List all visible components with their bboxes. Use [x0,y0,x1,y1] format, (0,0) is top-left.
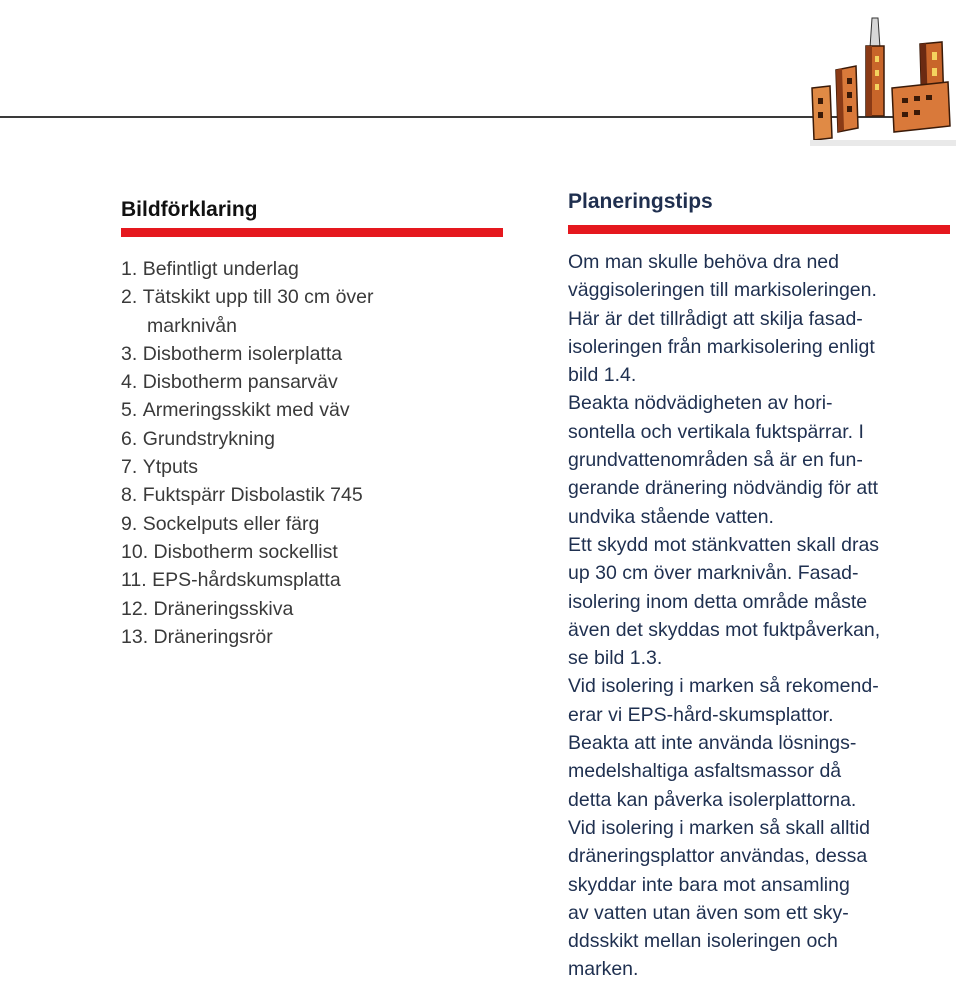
tips-section [568,188,952,984]
tips-line: Beakta nödvädigheten av hori- [568,392,833,415]
legend-item-number: 10. [121,540,154,563]
tips-line: skyddar inte bara mot ansamling [568,873,850,896]
legend-item-text: Ytputs [142,456,198,479]
tips-accent-bar [568,225,950,234]
legend-accent-bar [121,228,503,237]
legend-item [121,453,503,481]
legend-item-number: 4. [121,371,143,394]
legend-item [121,396,503,424]
legend-item-text: Fuktspärr Disbolastik 745 [142,484,363,507]
tips-line: grundvattenområden så är en fun- [568,449,863,472]
tips-line: medelshaltiga asfaltsmassor då [568,760,842,783]
legend-item-text: Tätskikt upp till 30 cm över [142,286,374,309]
header-rule [0,116,912,118]
legend-item-number: 2. [121,286,143,309]
legend-item-number: 11. [121,569,153,592]
tips-line: av vatten utan även som ett sky- [568,901,849,924]
legend-item [121,566,503,594]
legend-item-text: Disbotherm sockellist [153,540,338,563]
tips-line: se bild 1.3. [568,647,663,670]
legend-item-number: 13. [121,625,154,648]
tips-body [568,248,952,984]
tips-line: även det skyddas mot fuktpåverkan, [568,618,881,641]
legend-item-text: Dräneringsskiva [153,597,294,620]
tips-line: sontella och vertikala fuktspärrar. I [568,420,864,443]
legend-item-number: 9. [121,512,143,535]
legend-item-number: 12. [121,597,154,620]
legend-item-text: Armeringsskikt med väv [142,399,350,422]
legend-item-number: 6. [121,427,143,450]
tips-line: väggisoleringen till markisoleringen. [568,279,877,302]
tips-line: Vid isolering i marken så rekomend- [568,675,879,698]
legend-item-text: EPS-hårdskumsplatta [152,569,341,592]
legend-item [121,283,503,311]
legend-item [121,368,503,396]
legend-item [121,538,503,566]
tips-line: Vid isolering i marken så skall alltid [568,816,871,839]
legend-item [121,340,503,368]
legend-item-text: Disbotherm isolerplatta [142,342,343,365]
legend-title: Bildförklaring [121,198,258,221]
legend-item [121,425,503,453]
tips-line: gerande dränering nödvändig för att [568,477,879,500]
tips-title: Planeringstips [568,190,713,213]
tips-line: isolering inom detta område måste [568,590,868,613]
tips-line: Om man skulle behöva dra ned [568,251,839,273]
tips-line: dräneringsplattor användas, dessa [568,845,868,868]
tips-line: marken. [568,958,639,981]
city-buildings-icon [808,8,960,156]
legend-item-text: Grundstrykning [142,427,275,450]
legend-item [121,255,503,283]
legend-item-number: 8. [121,484,143,507]
legend-item-continuation: marknivån [147,314,237,337]
legend-section [121,196,503,651]
legend-item-text: Dräneringsrör [153,625,273,648]
legend-item [121,510,503,538]
legend-item-number: 1. [121,258,143,280]
legend-item [121,623,503,651]
legend-item [121,595,503,623]
tips-line: Beakta att inte använda lösnings- [568,732,857,755]
tips-line: Här är det tillrådigt att skilja fasad- [568,307,863,330]
tips-line: ddsskikt mellan isoleringen och [568,930,838,953]
legend-item-text: Befintligt underlag [142,258,299,280]
legend-item-number: 7. [121,456,143,479]
tips-line: erar vi EPS-hård-skumsplattor. [568,703,834,726]
legend-item-text: Sockelputs eller färg [142,512,320,535]
tips-line: bild 1.4. [568,364,637,387]
legend-item-number: 3. [121,342,143,365]
tips-line: isoleringen från markisolering enligt [568,335,875,358]
tips-line: Ett skydd mot stänkvatten skall dras [568,533,880,556]
tips-line: up 30 cm över marknivån. Fasad- [568,562,859,585]
legend-item-number: 5. [121,399,143,422]
legend-item-text: Disbotherm pansarväv [142,371,338,394]
legend-list [121,255,503,651]
tips-line: undvika stående vatten. [568,505,774,528]
tips-line: detta kan påverka isolerplattorna. [568,788,857,811]
legend-item [121,481,503,509]
